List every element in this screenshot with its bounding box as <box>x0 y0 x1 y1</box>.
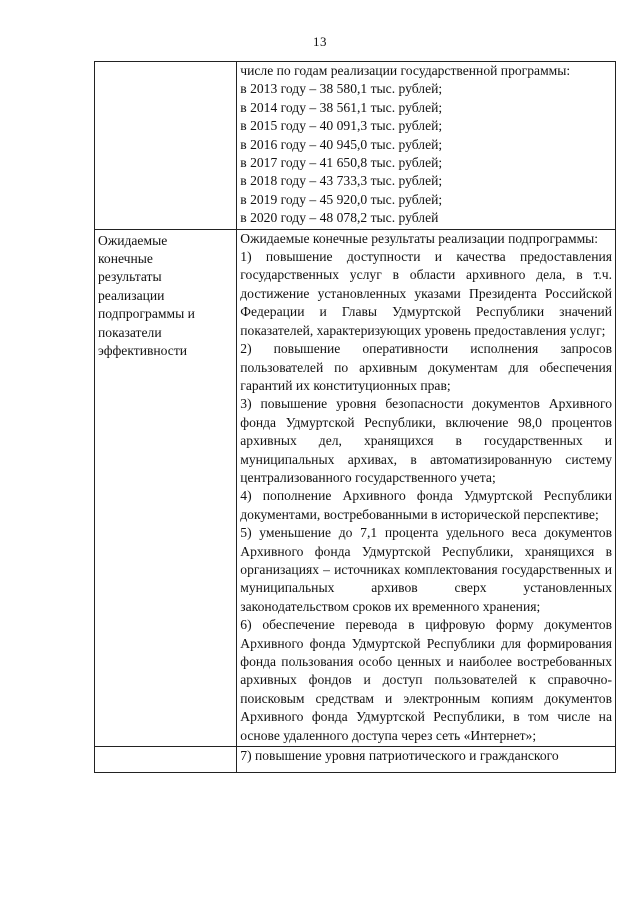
results-label-line: подпрограммы и <box>98 306 195 322</box>
results-label-line: эффективности <box>98 343 188 359</box>
results-label-line: реализации <box>98 287 165 303</box>
result-item: 7) повышение уровня патриотического и гражданского <box>240 748 559 764</box>
result-item: 1) повышение доступности и качества предоставления государственных услуг в области архивного дела, в т.ч. достижение установленных указами Президента Российской Федерации и Главы Удмуртской Республики значений показателей, характеризующих уровень предоставления услуг; <box>240 249 612 338</box>
funding-year-line: в 2017 году – 41 650,8 тыс. рублей; <box>240 155 443 171</box>
funding-year-line: в 2016 году – 40 945,0 тыс. рублей; <box>240 136 443 152</box>
funding-row <box>95 62 616 230</box>
continuation-body-cell <box>237 747 616 773</box>
funding-year-line: в 2019 году – 45 920,0 тыс. рублей; <box>240 191 443 207</box>
results-continuation-row <box>95 747 616 773</box>
funding-body-cell <box>237 62 616 230</box>
funding-year-line: в 2018 году – 43 733,3 тыс. рублей; <box>240 173 443 189</box>
funding-year-line: в 2020 году – 48 078,2 тыс. рублей <box>240 210 439 226</box>
result-item: 2) повышение оперативности исполнения запросов пользователей по архивным документам для обеспечения гарантий их конституционных прав; <box>240 341 612 393</box>
results-row <box>95 229 616 746</box>
program-passport-table <box>94 61 616 773</box>
results-label-line: результаты <box>98 269 162 285</box>
results-label-cell <box>95 229 237 746</box>
results-label-line: конечные <box>98 251 153 267</box>
funding-label-cell <box>95 62 237 230</box>
result-item: 4) пополнение Архивного фонда Удмуртской Республики документами, востребованными в исторической перспективе; <box>240 488 612 522</box>
results-label-line: Ожидаемые <box>98 232 168 248</box>
page-number: 13 <box>313 34 327 49</box>
results-body-cell <box>237 229 616 746</box>
result-item: 6) обеспечение перевода в цифровую форму документов Архивного фонда Удмуртской Республики для формирования фонда пользования особо ценных и наиболее востребованных архивных фондов и доступ пользователей к справочно-поисковым средствам и электронным копиям документов Архивного фонда Удмуртской Республики, в том числе на основе удаленного доступа через сеть «Интернет»; <box>240 617 612 743</box>
result-item: 3) повышение уровня безопасности документов Архивного фонда Удмуртской Республики, включение 98,0 процентов архивных дел, хранящихся в государственных и муниципальных архивах, в автоматизированную систему централизованного государственного учета; <box>240 396 612 485</box>
funding-year-line: в 2015 году – 40 091,3 тыс. рублей; <box>240 118 443 134</box>
result-item: 5) уменьшение до 7,1 процента удельного веса документов Архивного фонда Удмуртской Республики, хранящихся в организациях – источниках комплектования государственных и муниципальных архивов сверх установленных законодательством сроков их временного хранения; <box>240 525 612 614</box>
results-heading: Ожидаемые конечные результаты реализации подпрограммы: <box>240 230 599 246</box>
funding-intro: числе по годам реализации государственной программы: <box>240 63 571 78</box>
funding-year-line: в 2014 году – 38 561,1 тыс. рублей; <box>240 99 443 115</box>
continuation-label-cell <box>95 747 237 773</box>
funding-year-line: в 2013 году – 38 580,1 тыс. рублей; <box>240 81 443 97</box>
results-label-line: показатели <box>98 324 162 340</box>
